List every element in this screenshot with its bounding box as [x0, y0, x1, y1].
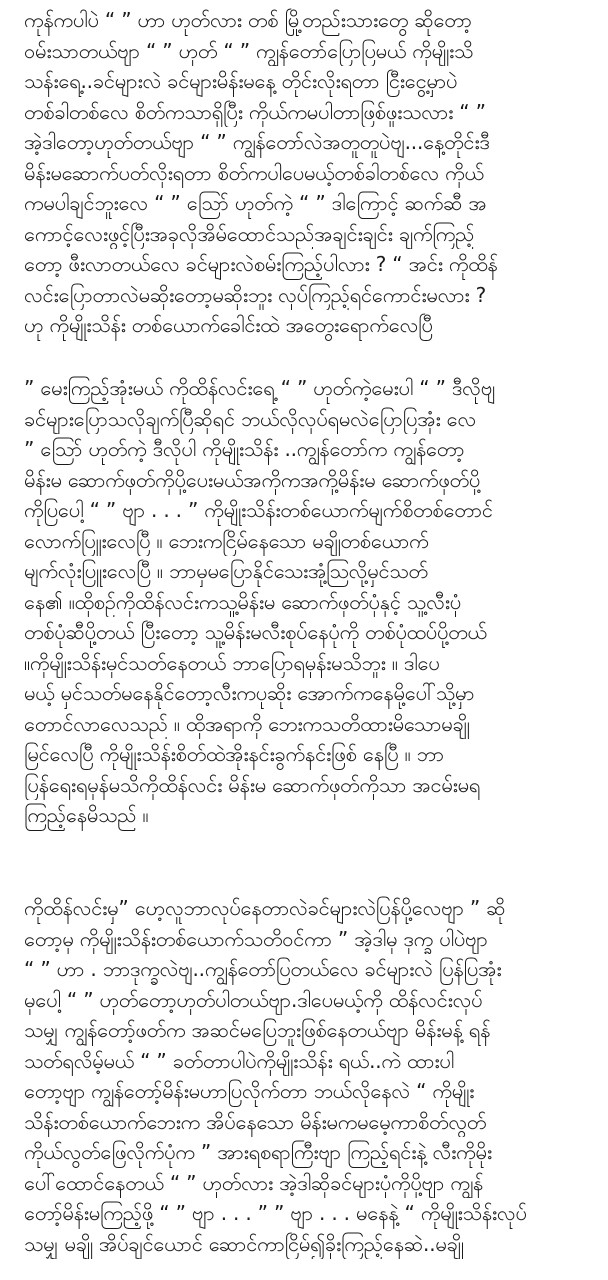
text-line: တောင်လာလေသည် ။ ထိုအရာကို ဘေးကသတိထားမိသောမချို	[24, 711, 470, 736]
text-line: ” မေးကြည့်အုံးမယ် ကိုထိန်လင်းရေ့ “ ” ဟုတ်ကဲ့မေးပါ “ ” ဒီလိုဗျ	[24, 376, 496, 400]
paragraph-3	[24, 893, 584, 1259]
text-line: သမျှ မချို အိပ်ချင်ယောင် ဆောင်ကာငြိမ်၍ခိုးကြည့်နေဆဲ..မချို	[24, 1231, 464, 1256]
text-line: ကမပါချင်ဘူးလေ “ ” ဩော် ဟုတ်ကဲ့ “ ” ဒါကြောင့် ဆက်ဆီ အ	[24, 191, 487, 215]
text-line: တော့ ဖီးလာတယ်လေ ခင်များလဲစမ်းကြည့်ပါလား ? “ အင်း ကိုထိန်	[24, 252, 498, 276]
text-line: ကိုယ်လွတ်ဖြေလိုက်ပုံက ” အားရစရာကြီးဗျာ ကြည့်ရင်းနဲ့ လီးကိုမိုး	[24, 1140, 492, 1164]
text-line: ဟု ကိုမျိုးသိန်း တစ်ယောက်ခေါင်းထဲ အတွေးရောက်လေပြီ	[24, 313, 433, 337]
text-line: မိန်းမဆောက်ပတ်လိုးရတာ စိတ်ကပါပေမယ့်တစ်ခါတစ်လေ ကိုယ်	[24, 160, 484, 185]
text-line: တစ်ပုံဆီပို့တယ် ပြီးတော့ သူ့မိန်းမလီးစုပ်နေပုံကို တစ်ပုံထပ်ပို့တယ်	[24, 620, 487, 644]
text-line: တစ်ခါတစ်လေ စိတ်ကသာရှိပြီး ကိုယ်ကမပါတာဖြစ်ဖူးသလား “ ”	[24, 99, 486, 124]
text-line: သိန်းတစ်ယောက်ဘေးက အိပ်နေသော မိန်းမကမမေ့ကာစိတ်လွတ်	[24, 1109, 487, 1134]
text-line: ။ကိုမျိုးသိန်းမှင်သတ်နေတယ် ဘာပြောရမှန်းမသိဘူး ။ ဒါပေ	[24, 650, 440, 675]
text-line: တော့ဗျာ ကျွန်တော့်မိန်းမဟာပြလိုက်တာ ဘယ်လိုနေလဲ “ ကိုမျိုး	[24, 1079, 475, 1103]
text-line: နေ၏ ။ထိုစဉ်ကိုထိန်လင်းကသူ့မိန်းမ ဆောက်ဖုတ်ပုံနှင့် သူ့လီးပုံ	[24, 589, 461, 614]
text-line: မယ့် မှင်သတ်မနေနိုင်တော့လီးကပုဆိုး အောက်ကနေမို့ပေါ်သို့မှာ	[24, 681, 475, 705]
text-line: မျက်လုံးပြူးလေပြီ ။ ဘာမှမပြောနိုင်သေးအုံ့သြလို့မှင်သတ်	[24, 559, 428, 583]
text-line: မိန်းမ ဆောက်ဖုတ်ကိုပို့ပေးမယ်အကိုကအကို့မိန်းမ ဆောက်ဖုတ်ပို့	[24, 467, 481, 492]
text-line: သမျှ ကျွန်တော့်ဖတ်က အဆင်မပြေဘူးဖြစ်နေတယ်ဗျာ မိန်းမန့် ရန်	[24, 1018, 491, 1042]
text-line: ကိုထိန်လင်းမှ” ဟေ့လူဘာလုပ်နေတာလဲခင်များလဲပြန်ပို့လေဗျာ ” ဆို	[24, 896, 506, 920]
text-line: သတ်ရလိမ့်မယ် “ ” ခတ်တာပါပဲကိုမျိုးသိန်း ရယ်..ကဲ ထားပါ	[24, 1048, 455, 1073]
text-line: “ ” ဟာ . ဘာဒုက္ခလဲဗျ..ကျွန်တော်ပြတယ်လေ ခင်များလဲ ပြန်ပြအုံး	[24, 957, 502, 981]
text-line: လောက်ပြူးလေပြီ ။ ဘေးကငြိမ်နေသော မချိုတစ်ယောက်	[24, 528, 429, 553]
text-line: အဲ့ဒါတော့ဟုတ်တယ်ဗျာ “ ” ကျွန်တော်လဲအတူတူပဲဗျ...နေ့တိုင်းဒီ	[24, 130, 490, 154]
text-line: ကြည့်နေမိသည် ။	[24, 803, 149, 827]
text-line: ” ဩော် ဟုတ်ကဲ့ ဒီလိုပါ ကိုမျိုးသိန်း ..ကျွန်တော်က ကျွန်တော့	[24, 437, 465, 461]
text-line: မြင်လေပြီ ကိုမျိုးသိန်းစိတ်ထဲအိုးနင်းခွက်နင်းဖြစ် နေပြီ ။ ဘာ	[24, 742, 444, 766]
text-line: တော့်မိန်းမကြည့်ဖို့ “ ” ဗျာ . . . ” ” ဗျာ . . . မနေနဲ့ “ ကိုမျိုးသိန်းလုပ်	[24, 1201, 527, 1225]
text-line: မှပေါ့ “ ” ဟုတ်တော့ဟုတ်ပါတယ်ဗျာ.ဒါပေမယ့်ကို ထိန်လင်းလုပ်	[24, 987, 483, 1012]
text-line: သန်းရေ့..ခင်များလဲ ခင်များမိန်းမနေ့ တိုင်းလိုးရတာ ငြီးငွေ့မှာပဲ	[24, 69, 458, 93]
paragraph-2	[24, 373, 584, 831]
text-line: ခင်များပြောသလိုချက်ပြီဆိုရင် ဘယ်လိုလုပ်ရမလဲပြောပြအုံး လေ	[24, 406, 477, 431]
text-line: ကုန်ကပါပဲ “ ” ဟာ ဟုတ်လား တစ် မြို့တည်းသားတွေ ဆိုတော့	[24, 8, 472, 32]
text-line: ကောင့်လေးဖွင့်ပြီးအခုလိုအိမ်ထောင်သည်အချင်းချင်း ချက်ကြည့်	[24, 221, 475, 246]
text-line: ပြန်ရေးရမှန်မသိကိုထိန်လင်း မိန်းမ ဆောက်ဖုတ်ကိုသာ အငမ်းမရ	[24, 772, 481, 797]
paragraph-1	[24, 5, 584, 341]
text-line: ဝမ်းသာတယ်ဗျာ “ ” ဟုတ် “ ” ကျွန်တော်ပြောပြမယ် ကိုမျိုးသိ	[24, 38, 474, 63]
text-line: လင်းပြောတာလဲမဆိုးတော့မဆိုးဘူး လုပ်ကြည့်ရင်ကောင်းမလား ?	[24, 282, 487, 307]
text-line: ကိုပြပေါ့ “ ” ဗျာ . . . ” ကိုမျိုးသိန်းတစ်ယောက်မျက်စိတစ်တောင်	[24, 498, 493, 522]
text-line: တော့မှ ကိုမျိုးသိန်းတစ်ယောက်သတိဝင်ကာ ” အဲ့ဒါမှ ဒုက္ခ ပါပဲဗျာ	[24, 926, 488, 951]
text-line: ပေါ်ထောင်နေတယ် “ ” ဟုတ်လား အဲ့ဒါဆိုခင်များပုံကိုပို့ဗျာ ကျွန်	[24, 1170, 483, 1195]
